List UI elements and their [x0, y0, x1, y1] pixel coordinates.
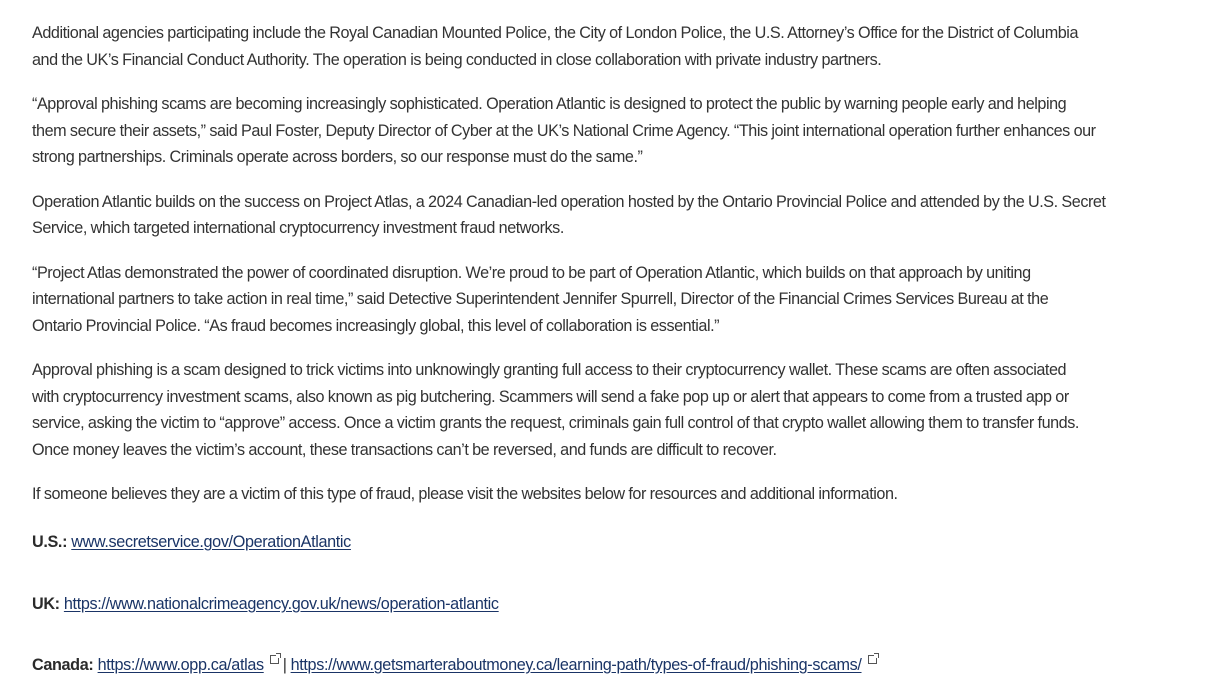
text-line: service, asking the victim to “approve” access. Once a victim grants the request, criminals gain full control of that crypto wallet allowing them to transfer funds. — [32, 414, 1079, 432]
text-line: Ontario Provincial Police. “As fraud becomes increasingly global, this level of collaboration is essential.” — [32, 316, 720, 335]
paragraph-spurrell-quote — [32, 260, 1202, 340]
paragraph-approval-phishing — [32, 357, 1202, 463]
paragraph-resources-intro — [32, 481, 1202, 508]
text-line: “Approval phishing scams are becoming increasingly sophisticated. Operation Atlantic is designed to protect the public by warning people early and helping — [32, 95, 1067, 113]
link-opp-atlas[interactable]: https://www.opp.ca/atlas — [97, 656, 264, 674]
resource-label-us: U.S.: — [32, 533, 68, 551]
text-line: Additional agencies participating include the Royal Canadian Mounted Police, the City of London Police, the U.S. Attorney’s Office for the District of Columbia — [32, 24, 1079, 42]
link-nationalcrimeagency[interactable]: https://www.nationalcrimeagency.gov.uk/news/operation-atlantic — [63, 595, 499, 613]
paragraph-project-atlas — [32, 189, 1202, 242]
link-secretservice[interactable]: www.secretservice.gov/OperationAtlantic — [71, 533, 351, 551]
text-line: with cryptocurrency investment scams, also known as pig butchering. Scammers will send a fake pop up or alert that appears to come from a trusted app or — [32, 387, 1069, 406]
text-line: “Project Atlas demonstrated the power of coordinated disruption. We’re proud to be part of Operation Atlantic, which builds on that approach by uniting — [32, 263, 1031, 282]
link-getsmarteraboutmoney[interactable]: https://www.getsmarteraboutmoney.ca/learning-path/types-of-fraud/phishing-scams/ — [290, 656, 862, 674]
text-line: them secure their assets,” said Paul Foster, Deputy Director of Cyber at the UK’s National Crime Agency. “This joint international operation further enhances our — [32, 121, 1096, 140]
link-separator: | — [282, 656, 287, 674]
resource-label-uk: UK: — [32, 595, 60, 613]
text-line: international partners to take action in real time,” said Detective Superintendent Jennifer Spurrell, Director of the Financial Crimes Services Bureau at the — [32, 290, 1049, 308]
external-link-icon — [270, 655, 279, 664]
resource-label-canada: Canada: — [32, 656, 94, 674]
text-line: Operation Atlantic builds on the success on Project Atlas, a 2024 Canadian-led operation hosted by the Ontario Provincial Police and attended by the U.S. Secret — [32, 192, 1106, 211]
text-line: and the UK’s Financial Conduct Authority. The operation is being conducted in close collaboration with private industry partners. — [32, 50, 882, 69]
resource-us — [32, 530, 351, 554]
text-line: Once money leaves the victim’s account, these transactions can’t be reversed, and funds are difficult to recover. — [32, 440, 777, 459]
paragraph-agencies — [32, 20, 1202, 73]
text-line: strong partnerships. Criminals operate across borders, so our response must do the same.” — [32, 148, 643, 166]
article-body — [32, 20, 1202, 526]
resource-uk — [32, 592, 499, 616]
text-line: If someone believes they are a victim of this type of fraud, please visit the websites below for resources and additional information. — [32, 485, 898, 503]
text-line: Service, which targeted international cryptocurrency investment fraud networks. — [32, 219, 564, 237]
resource-canada — [32, 653, 881, 677]
external-link-icon — [868, 655, 877, 664]
paragraph-foster-quote — [32, 91, 1202, 171]
text-line: Approval phishing is a scam designed to trick victims into unknowingly granting full access to their cryptocurrency wallet. These scams are often associated — [32, 361, 1067, 379]
